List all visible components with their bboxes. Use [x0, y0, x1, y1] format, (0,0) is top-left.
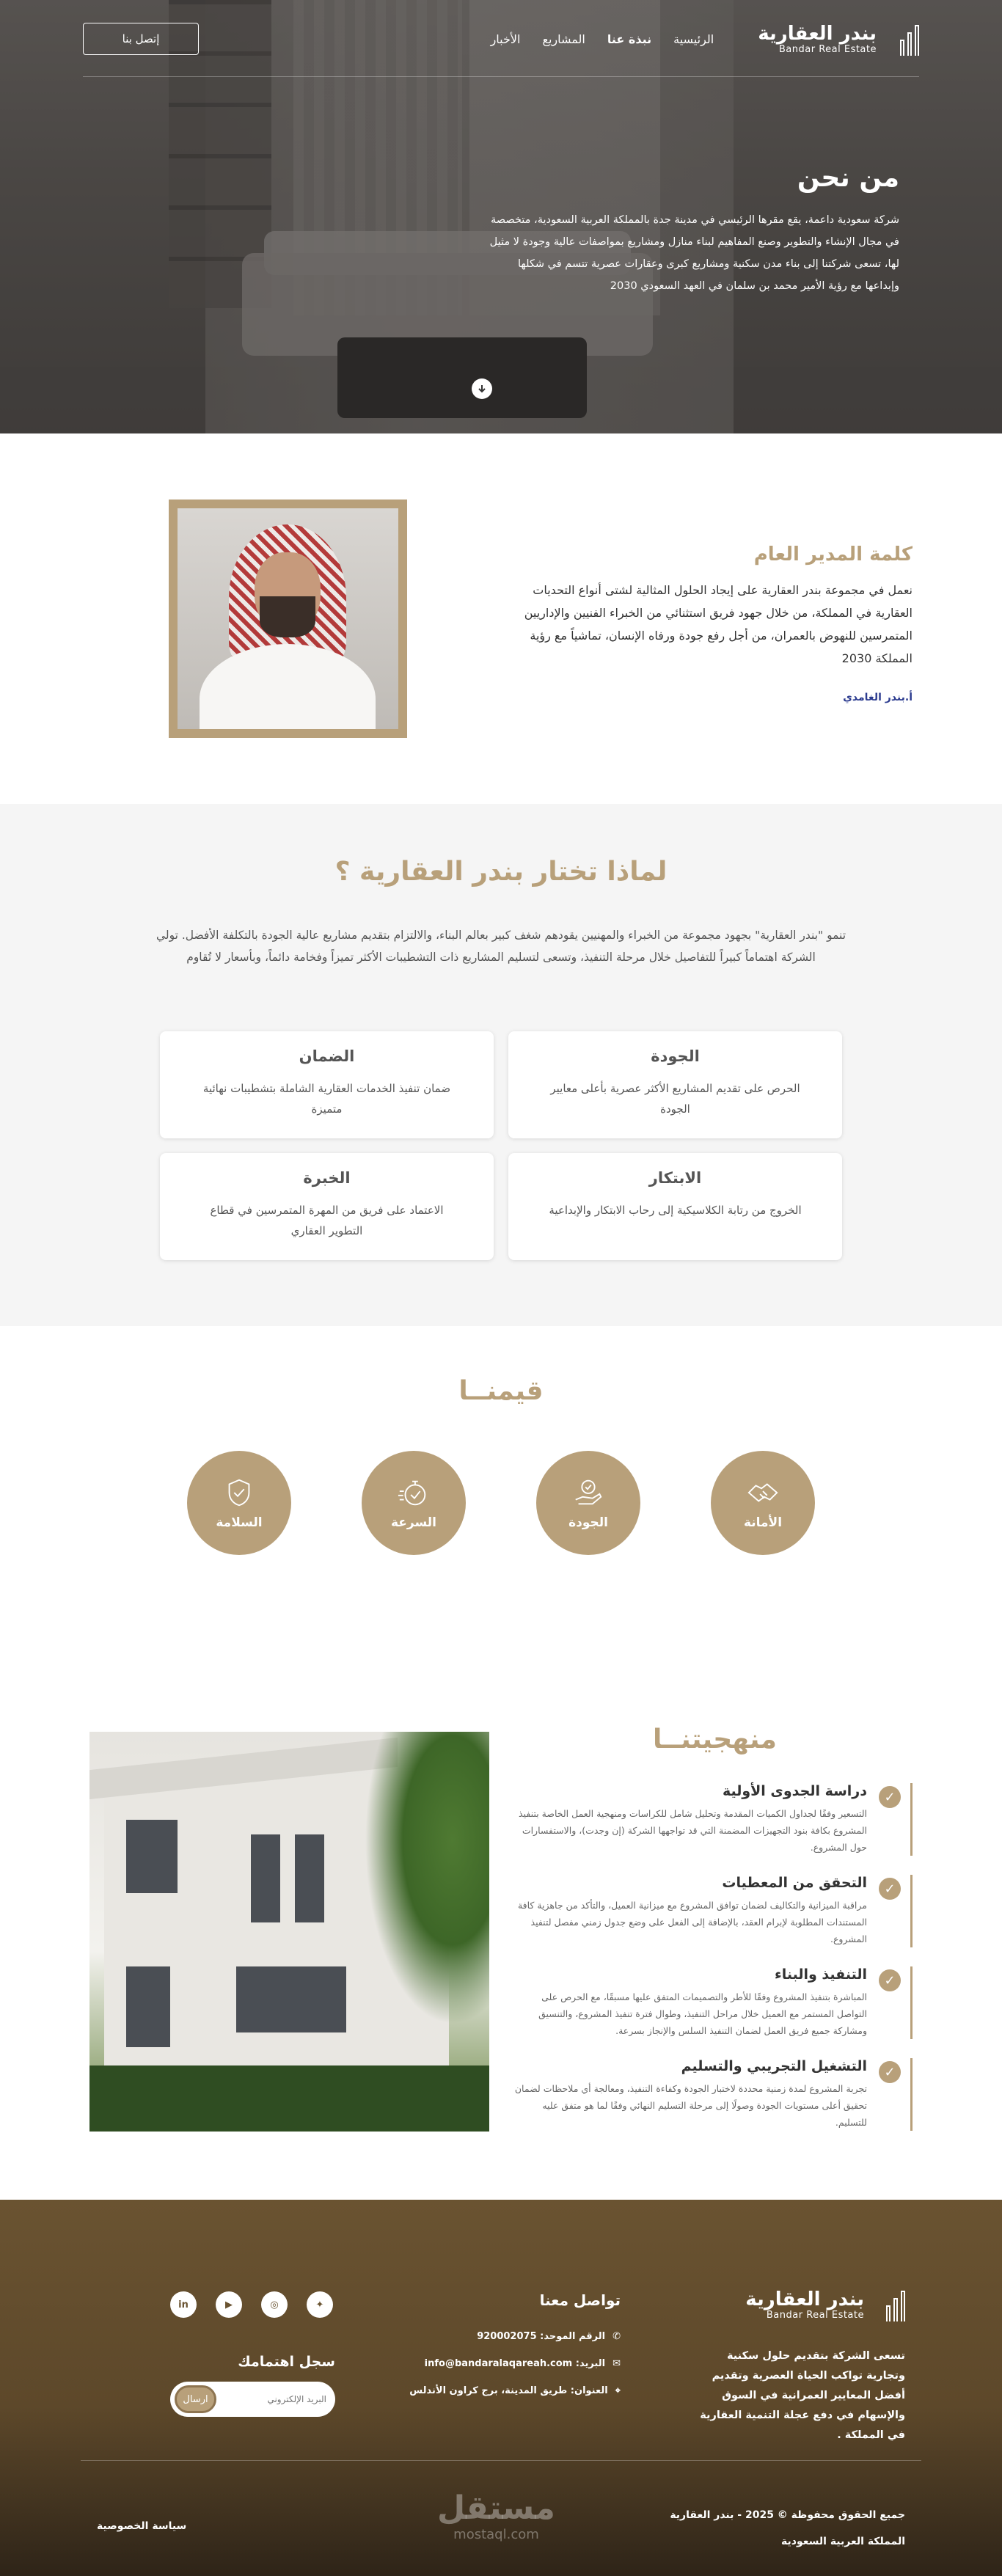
- values-list: [187, 1451, 815, 1555]
- contact-email[interactable]: ✉ البريد: info@bandaralaqareah.com: [424, 2358, 621, 2369]
- newsletter-form: [170, 2382, 335, 2417]
- method-title: منهجيتنــا: [653, 1724, 777, 1754]
- youtube-icon[interactable]: ▶: [216, 2291, 242, 2318]
- nav-item-about[interactable]: نبذة عنا: [607, 32, 652, 46]
- stopwatch-icon: [397, 1476, 431, 1510]
- newsletter: [170, 2354, 335, 2417]
- footer-logo[interactable]: [745, 2288, 905, 2321]
- newsletter-submit-button[interactable]: ارسال: [175, 2385, 216, 2413]
- step-title: التحقق من المعطيات: [722, 1875, 867, 1891]
- contact-address: ⌖ العنوان: طريق المدينة، برج كراون الأندلس: [409, 2385, 621, 2396]
- copyright-line: جميع الحقوق محفوظة © 2025 - بندر العقارية: [670, 2509, 905, 2521]
- scroll-down-icon[interactable]: [472, 378, 492, 399]
- value-label: الأمانة: [743, 1515, 783, 1530]
- footer-contact: [386, 2291, 621, 2412]
- footer-divider: [81, 2460, 921, 2461]
- building-photo: [89, 1732, 489, 2132]
- value-safety: [187, 1451, 291, 1555]
- nav-menu: [491, 32, 714, 46]
- main-nav: [83, 22, 919, 56]
- manager-text: نعمل في مجموعة بندر العقارية على إيجاد الحلول المثالية لشتى أنواع التحديات العقارية في المملكة، من خلال جهود فريق استثنائي من الخبراء الفنيين والإداريين المتمرسين للنهوض بالعمران، من أجل رفع جودة ورفاه الإنسان، تماشياً مع رؤية المملكة 2030: [524, 583, 913, 665]
- value-label: السرعة: [391, 1515, 437, 1530]
- logo-text-en: Bandar Real Estate: [778, 43, 877, 55]
- method-steps: [509, 1783, 913, 2150]
- manager-section: [0, 433, 1002, 804]
- contact-title: تواصل معنا: [539, 2291, 621, 2309]
- logo[interactable]: [758, 22, 919, 56]
- why-card-quality: [508, 1031, 842, 1138]
- footer: [0, 2200, 1002, 2576]
- method-step: [509, 1783, 913, 1856]
- check-icon: ✓: [879, 1878, 901, 1900]
- value-quality: [536, 1451, 640, 1555]
- step-text: المباشرة بتنفيذ المشروع وفقًا للأطر والتصميمات المتفق عليها مسبقًا، مع الحرص على التواصل المستمر مع العميل خلال مراحل التنفيذ، وطوال فترة تنفيذ المشروع، والتنسيق ومشاركة جميع فريق العمل لضمان التنفيذ السلس والإنجاز بسرعة.: [538, 1991, 867, 2036]
- card-text: الاعتماد على فريق من المهرة المتمرسين في قطاع التطوير العقاري: [210, 1204, 444, 1237]
- nav-item-projects[interactable]: المشاريع: [542, 32, 585, 46]
- logo-icon: [885, 22, 919, 56]
- method-section: [0, 1660, 1002, 2200]
- why-card-guarantee: [160, 1031, 494, 1138]
- hero-section: [0, 0, 1002, 433]
- newsletter-title: سجل اهتمامك: [238, 2354, 335, 2370]
- location-pin-icon: ⌖: [615, 2385, 621, 2396]
- card-title: الابتكار: [648, 1169, 702, 1187]
- step-text: مراقبة الميزانية والتكاليف لضمان توافق المشروع مع ميزانية العميل، والتأكد من جاهزية كافة المستندات المطلوبة لإبرام العقد، بالإضافة إلى الفعل على وضع جدول زمني مفصل لتنفيذ المشروع.: [517, 1900, 867, 1944]
- manager-photo: [169, 500, 407, 738]
- why-card-innovation: [508, 1153, 842, 1260]
- step-title: التنفيذ والبناء: [775, 1966, 867, 1983]
- contact-phone[interactable]: ✆ الرقم الموحد: 920002075: [477, 2331, 621, 2342]
- copyright: [670, 2502, 905, 2555]
- hero-title: من نحن: [797, 163, 899, 193]
- logo-icon: [871, 2288, 905, 2321]
- twitter-icon[interactable]: ✦: [307, 2291, 333, 2318]
- value-honesty: [711, 1451, 815, 1555]
- step-title: دراسة الجدوى الأولية: [722, 1783, 867, 1799]
- newsletter-email-input[interactable]: [216, 2394, 335, 2404]
- social-links: [170, 2291, 333, 2318]
- values-section: [0, 1326, 1002, 1660]
- card-title: الخبرة: [303, 1169, 351, 1187]
- watermark: مستقل mostaql.com: [437, 2489, 555, 2542]
- logo-text-ar: بندر العقارية: [758, 22, 877, 45]
- logo-text-ar: بندر العقارية: [745, 2288, 864, 2310]
- handshake-icon: [746, 1476, 780, 1510]
- card-text: الحرص على تقديم المشاريع الأكثر عصرية بأعلى معايير الجودة: [550, 1082, 800, 1116]
- card-title: الضمان: [299, 1047, 355, 1065]
- step-title: التشغيل التجريبي والتسليم: [681, 2058, 867, 2074]
- value-label: السلامة: [216, 1515, 263, 1530]
- manager-signature: أ.بندر الغامدي: [843, 692, 913, 703]
- step-text: تجربة المشروع لمدة زمنية محددة لاختبار الجودة وكفاءة التنفيذ، ومعالجة أي ملاحظات لضمان تحقيق أعلى مستويات الجودة وصولًا إلى مرحلة التسليم النهائي وفقًا لما هو متفق عليه للتسليم.: [514, 2083, 867, 2128]
- check-icon: ✓: [879, 2061, 901, 2083]
- method-step: [509, 2058, 913, 2131]
- safety-shield-icon: [222, 1476, 256, 1510]
- quality-hand-icon: [571, 1476, 605, 1510]
- phone-icon: ✆: [612, 2331, 621, 2342]
- privacy-link[interactable]: سياسة الخصوصية: [97, 2520, 187, 2532]
- copyright-country: المملكة العربية السعودية: [781, 2536, 905, 2547]
- why-cards: [160, 1031, 842, 1260]
- nav-divider: [83, 76, 919, 77]
- mail-icon: ✉: [612, 2358, 621, 2369]
- hero-content: [489, 163, 899, 297]
- logo-text-en: Bandar Real Estate: [766, 2309, 864, 2321]
- linkedin-icon[interactable]: in: [170, 2291, 197, 2318]
- why-section: [0, 804, 1002, 1326]
- check-icon: ✓: [879, 1969, 901, 1991]
- why-text: تنمو "بندر العقارية" بجهود مجموعة من الخبراء والمهنيين يقودهم شغف كبير بعالم البناء، والالتزام بتقديم مشاريع عالية الجودة بالتكلفة الأفضل. تولي الشركة اهتماماً كبيراً للتفاصيل خلال مرحلة التنفيذ، وتسعى لتسليم المشاريع ذات التشطيبات الأكثر تميزاً وفخامة دائماً، وبأسعار لا تُقاوم: [156, 929, 846, 964]
- card-text: الخروج من رتابة الكلاسيكية إلى رحاب الابتكار والإبداعية: [549, 1204, 802, 1217]
- card-title: الجودة: [651, 1047, 700, 1065]
- hero-text: شركة سعودية داعمة، يقع مقرها الرئيسي في مدينة جدة بالمملكة العربية السعودية، متخصصة في مجال الإنشاء والتطوير وصنع المفاهيم لبناء منازل ومشاريع بمواصفات عالية وجودة لا مثيل لها، تسعى شركتنا إلى بناء مدن سكنية ومشاريع كبرى وعقارات عصرية تتسم في شكلها وإبداعها مع رؤية الأمير محمد بن سلمان في العهد السعودي 2030: [489, 214, 899, 292]
- method-step: [509, 1966, 913, 2039]
- values-title: قيمنــا: [458, 1376, 544, 1406]
- value-speed: [362, 1451, 466, 1555]
- card-text: ضمان تنفيذ الخدمات العقارية الشاملة بتشطيبات نهائية متميزة: [202, 1082, 451, 1116]
- nav-item-news[interactable]: الأخبار: [490, 32, 521, 46]
- value-label: الجودة: [568, 1515, 608, 1530]
- why-card-experience: [160, 1153, 494, 1260]
- contact-button[interactable]: إتصل بنا: [83, 23, 199, 55]
- footer-about: تسعى الشركة بتقديم حلول سكنية وتجارية تواكب الحياة العصرية وتقديم أفضل المعايير العمرانية في السوق والإسهام في دفع عجلة التنمية العقارية في المملكة .: [700, 2350, 905, 2441]
- manager-info: [502, 544, 913, 703]
- step-text: التسعير وفقًا لجداول الكميات المقدمة وتحليل شامل للكراسات ومنهجية العمل الخاصة بتنفيذ المشروع بكافة بنود التجهيزات المضمنة التي قد تواجهها الشركة (إن وجدت)، والاستفسارات حول المشروع.: [519, 1808, 867, 1853]
- why-title: لماذا تختار بندر العقارية ؟: [334, 857, 668, 887]
- instagram-icon[interactable]: ◎: [261, 2291, 288, 2318]
- manager-title: كلمة المدير العام: [753, 544, 913, 566]
- check-icon: ✓: [879, 1786, 901, 1808]
- method-step: [509, 1875, 913, 1947]
- nav-item-home[interactable]: الرئيسية: [673, 32, 714, 46]
